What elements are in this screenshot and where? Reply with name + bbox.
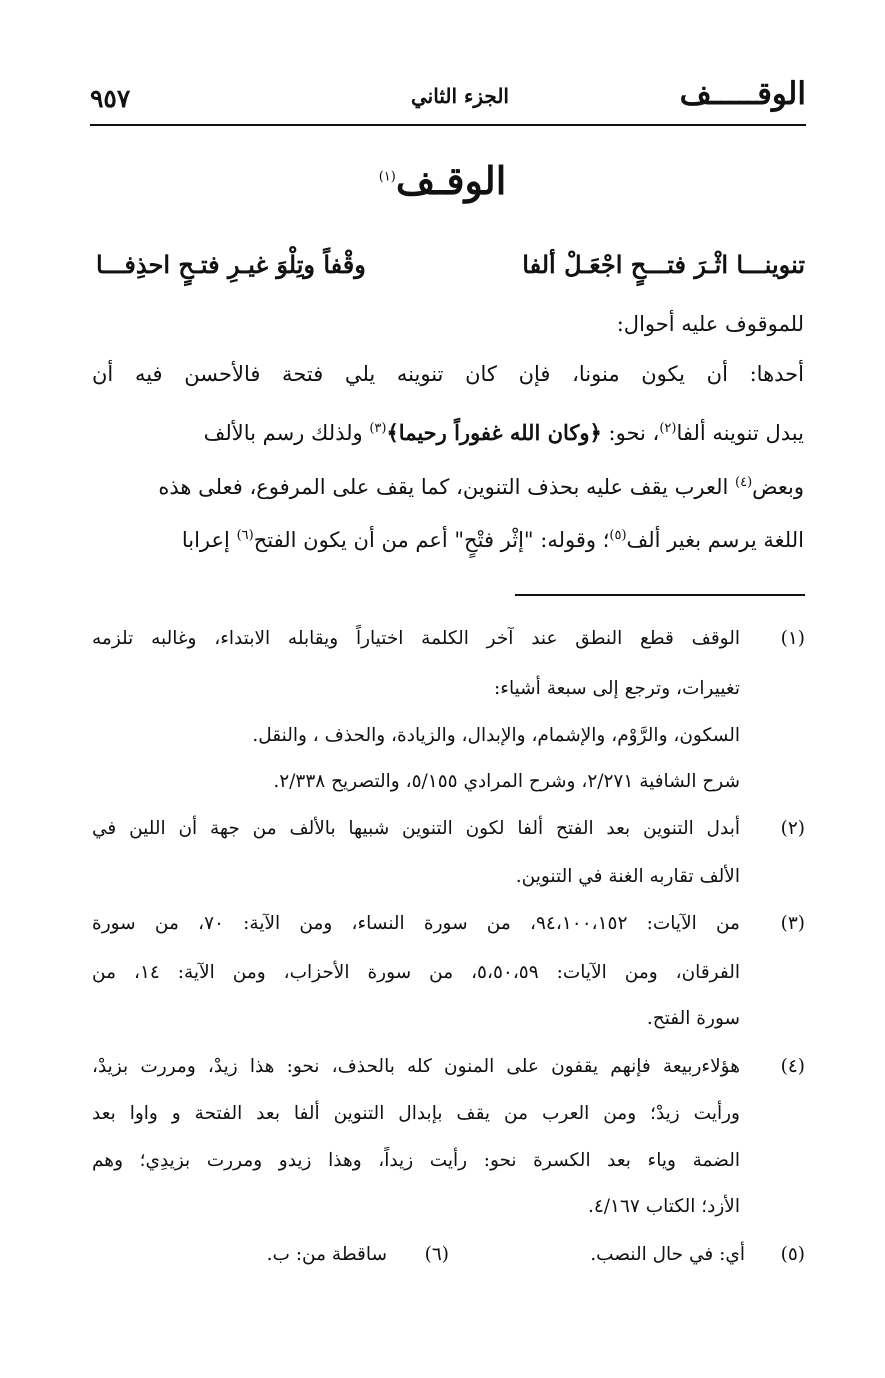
header-divider [90, 124, 806, 126]
section-title-text: الوقـف [395, 158, 507, 203]
footnote-ref: (٢) [659, 421, 677, 436]
footnote-line: الضمة وياء بعد الكسرة نحو: رأيت زيداً، وهذا زيدو ومررت بزيدِي؛ وهم [92, 1150, 740, 1171]
footnote-line: ساقطة من: ب. [266, 1244, 387, 1265]
body-text: ولذلك رسم بالألف [203, 421, 370, 445]
body-text: وبعض [752, 475, 804, 499]
footnote-line: الألف تقاربه الغنة في التنوين. [515, 866, 740, 887]
footnote-line: من الآيات: ٩٤،١٠٠،١٥٢، من سورة النساء، ومن الآية: ٧٠، من سورة [92, 913, 740, 934]
body-text: العرب يقف عليه بحذف التنوين، كما يقف على المرفوع، فعلى هذه [158, 475, 736, 499]
footnote-ref: (٣) [369, 421, 387, 436]
body-line [92, 420, 804, 445]
footnote-line: ورأيت زيدْ؛ ومن العرب من يقف بإبدال التنوين ألفا بعد الفتحة و واوا بعد [92, 1103, 740, 1124]
footnote-number: (٥) [780, 1244, 805, 1265]
body-text: ، نحو: [601, 421, 660, 445]
footnote-number: (٣) [780, 913, 805, 934]
footnote-line: سورة الفتح. [646, 1008, 740, 1029]
footnote-line: الوقف قطع النطق عند آخر الكلمة اختياراً ويقابله الابتداء، وغالبه تلزمه [92, 628, 740, 649]
footnote-ref: (٥) [609, 528, 627, 543]
section-title [0, 158, 885, 203]
footnote-number: (٢) [780, 818, 805, 839]
footnote-ref: (٦) [236, 528, 254, 543]
footnote-line: أي: في حال النصب. [590, 1244, 745, 1265]
footnote-number: (١) [780, 628, 805, 649]
verse-right-hemistich: تنوينـــا اثْـرَ فتـــحٍ اجْعَـلْ ألفا [522, 250, 805, 279]
footnote-number: (٤) [780, 1056, 805, 1077]
body-text: ؛ وقوله: "إثْر فتْحٍ" أعم من أن يكون الفتح [253, 528, 610, 552]
footnote-number: (٦) [424, 1244, 449, 1265]
quran-quote: ﴿وكان الله غفوراً رحيما﴾ [386, 420, 602, 445]
verse-left-hemistich: وقْفاً وتِلْوَ غيـرِ فتـحٍ احذِفـــا [96, 250, 366, 279]
body-text: يبدل تنوينه ألفا [676, 421, 804, 445]
volume-label: الجزء الثاني [411, 84, 509, 108]
chapter-label: الوقـــــف [679, 76, 806, 112]
body-text: إعرابا [181, 528, 237, 552]
body-line: للموقوف عليه أحوال: [616, 312, 804, 336]
footnote-line: هؤلاءربيعة فإنهم يقفون على المنون كله بالحذف، نحو: هذا زيدْ، ومررت بزيدْ، [92, 1056, 740, 1077]
footnote-divider [515, 594, 805, 596]
footnote-line: الأزد؛ الكتاب ٤/١٦٧. [587, 1196, 740, 1217]
footnote-line: تغييرات، وترجع إلى سبعة أشياء: [494, 678, 740, 699]
footnote-line: الفرقان، ومن الآيات: ٥،٥٠،٥٩، من سورة الأحزاب، ومن الآية: ١٤، من [92, 962, 741, 983]
footnote-ref: (٤) [735, 475, 753, 490]
footnote-line: شرح الشافية ٢/٢٧١، وشرح المرادي ٥/١٥٥، والتصريح ٢/٣٣٨. [273, 771, 740, 792]
body-line: أحدها: أن يكون منونا، فإن كان تنوينه يلي فتحة فالأحسن فيه أن [92, 362, 804, 386]
running-header [90, 72, 806, 122]
body-line [92, 475, 804, 499]
body-text: اللغة يرسم بغير ألف [626, 528, 804, 552]
footnote-line: أبدل التنوين بعد الفتح ألفا لكون التنوين شبيها بالألف من جهة أن اللين في [92, 818, 740, 839]
footnote-line: السكون، والرَّوْم، والإشمام، والإبدال، والزيادة، والحذف ، والنقل. [252, 725, 740, 746]
body-line [92, 528, 804, 552]
page-number: ٩٥٧ [90, 84, 131, 113]
footnote-ref: (١) [378, 169, 396, 185]
